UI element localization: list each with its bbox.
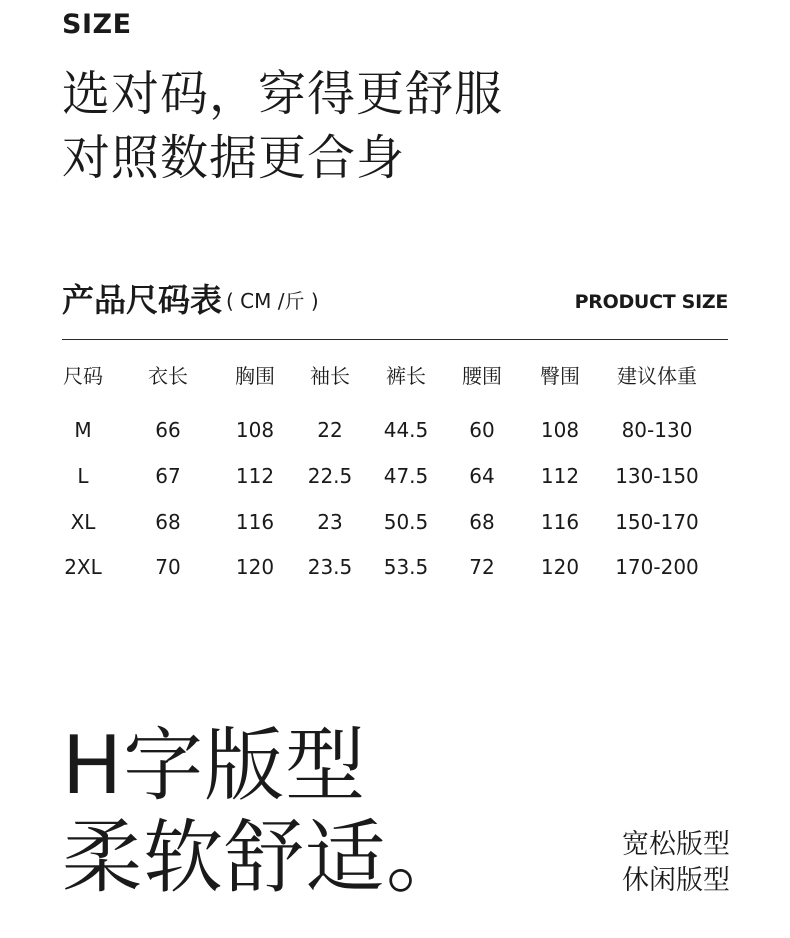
side-note-line-1: 宽松版型: [622, 829, 730, 860]
table-cell: 112: [540, 464, 580, 488]
table-cell: 112: [235, 464, 275, 488]
table-cell: 108: [540, 418, 580, 442]
table-header-cell: 臀围: [540, 364, 580, 388]
table-title: [62, 278, 319, 323]
table-cell: 60: [469, 418, 495, 442]
table-size-cell: L: [77, 464, 89, 488]
table-cell: 130-150: [615, 464, 699, 488]
table-cell: 47.5: [383, 464, 429, 488]
table-cell: 66: [155, 418, 181, 442]
table-divider: [62, 339, 728, 340]
side-note-line-2: 休闲版型: [622, 865, 730, 896]
table-cell: 44.5: [383, 418, 429, 442]
table-header-cell: 裤长: [386, 364, 426, 388]
headline-line-2: 对照数据更合身: [62, 130, 406, 186]
table-size-cell: 2XL: [64, 555, 102, 579]
feature-line-2: 柔软舒适。: [62, 811, 467, 904]
table-cell: 50.5: [383, 510, 429, 534]
table-cell: 80-130: [621, 418, 693, 442]
table-header-cell: 建议体重: [617, 364, 697, 388]
table-header-cell: 袖长: [310, 364, 350, 388]
headline-line-1: 选对码，穿得更舒服: [62, 66, 504, 122]
table-cell: 22: [317, 418, 343, 442]
table-cell: 68: [469, 510, 495, 534]
table-cell: 23: [317, 510, 343, 534]
table-header-cell: 腰围: [462, 364, 502, 388]
table-cell: 120: [540, 555, 580, 579]
table-cell: 72: [469, 555, 495, 579]
table-cell: 70: [155, 555, 181, 579]
table-cell: 68: [155, 510, 181, 534]
table-cell: 23.5: [307, 555, 353, 579]
table-unit: ( CM /斤 ): [226, 289, 319, 313]
table-header-cell: 胸围: [235, 364, 275, 388]
table-header-cell: 衣长: [148, 364, 188, 388]
table-size-cell: M: [74, 418, 92, 442]
table-cell: 116: [540, 510, 580, 534]
table-size-cell: XL: [70, 510, 96, 534]
table-cell: 170-200: [615, 555, 699, 579]
table-cell: 120: [235, 555, 275, 579]
table-cell: 64: [469, 464, 495, 488]
size-tag: SIZE: [62, 9, 132, 40]
table-cell: 53.5: [383, 555, 429, 579]
table-cell: 116: [235, 510, 275, 534]
feature-line-1: H字版型: [62, 719, 367, 812]
table-header-cell: 尺码: [63, 364, 103, 388]
table-cell: 22.5: [307, 464, 353, 488]
product-size-label: PRODUCT SIZE: [574, 291, 728, 313]
table-title-text: 产品尺码表: [62, 281, 223, 319]
table-cell: 150-170: [615, 510, 699, 534]
table-cell: 108: [235, 418, 275, 442]
table-cell: 67: [155, 464, 181, 488]
